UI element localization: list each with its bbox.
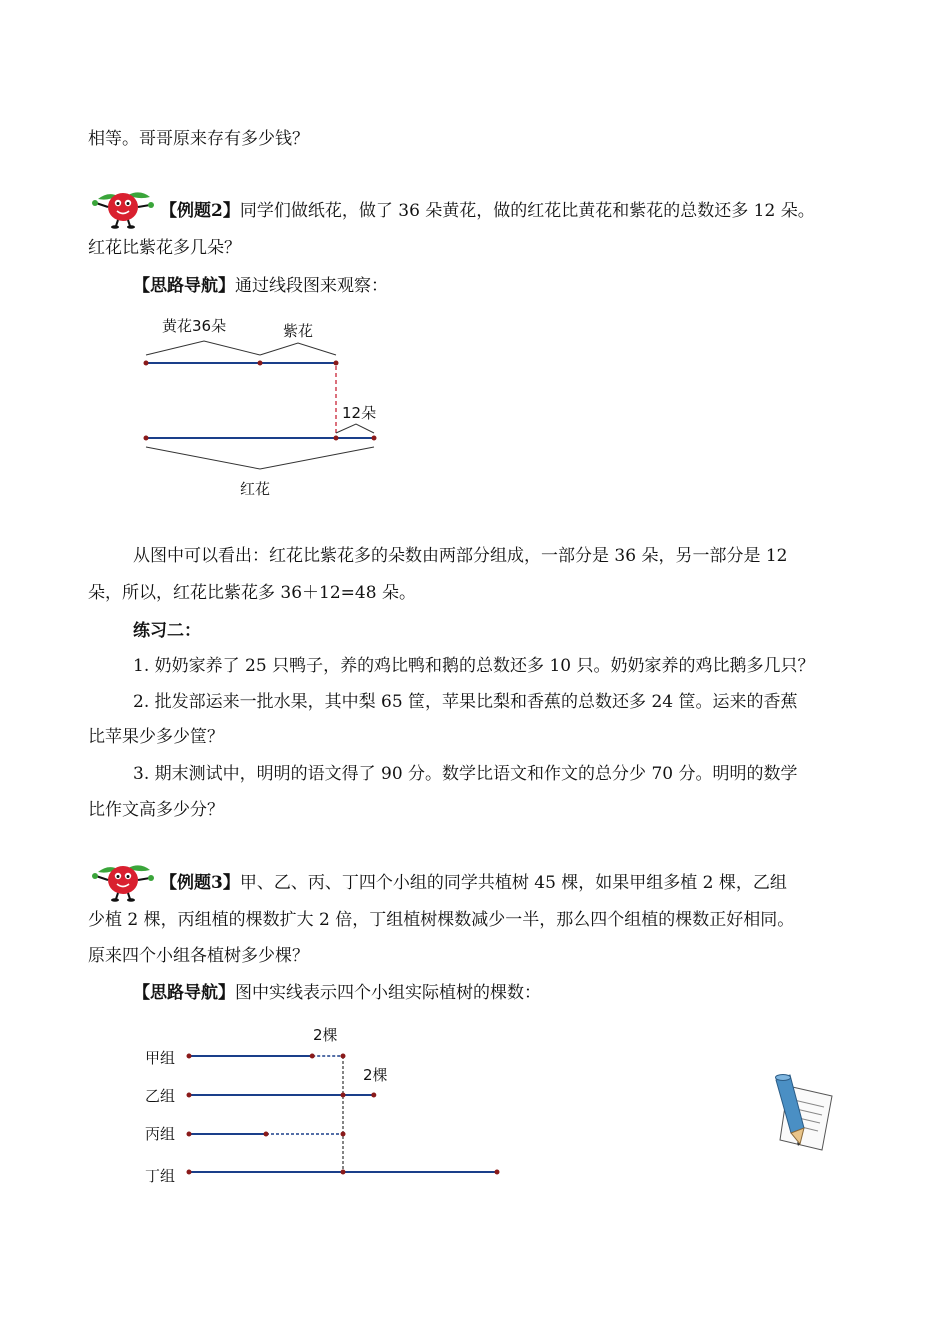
extra-12-label: 12朵 bbox=[342, 404, 377, 422]
example3-line2: 少植 2 棵，丙组植的棵数扩大 2 倍，丁组植树棵数减少一半，那么四个组植的棵数正好相同。 bbox=[88, 910, 795, 930]
segment-point bbox=[495, 1170, 500, 1175]
segment-point bbox=[341, 1093, 346, 1098]
group-label-yi: 乙组 bbox=[145, 1087, 176, 1105]
segment-point bbox=[310, 1054, 315, 1059]
example3-nav-tag: 【思路导航】 bbox=[133, 983, 235, 1003]
segment-point bbox=[341, 1132, 346, 1137]
segment-point bbox=[187, 1170, 192, 1175]
example2-nav-text: 通过线段图来观察： bbox=[235, 276, 388, 296]
intro-line: 相等。哥哥原来存有多少钱？ bbox=[88, 129, 309, 149]
group-label-bing: 丙组 bbox=[145, 1125, 176, 1143]
explain-line1: 从图中可以看出：红花比紫花多的朵数由两部分组成，一部分是 36 朵，另一部分是 12 bbox=[133, 546, 788, 566]
example2-nav-tag: 【思路导航】 bbox=[133, 276, 235, 296]
segment-point bbox=[187, 1132, 192, 1137]
practice2-q3-line2: 比作文高多少分？ bbox=[88, 800, 224, 820]
explain-line2: 朵，所以，红花比紫花多 36＋12=48 朵。 bbox=[88, 583, 416, 603]
segment-point bbox=[341, 1170, 346, 1175]
example3-line3: 原来四个小组各植树多少棵？ bbox=[88, 946, 309, 966]
segment-point bbox=[341, 1054, 346, 1059]
example3-tag: 【例题3】 bbox=[160, 873, 240, 893]
example3-problem-text: 甲、乙、丙、丁四个小组的同学共植树 45 棵，如果甲组多植 2 棵，乙组 bbox=[239, 873, 787, 893]
minus-2-label: 2棵 bbox=[363, 1066, 388, 1084]
example2-problem-text: 同学们做纸花，做了 36 朵黄花，做的红花比黄花和紫花的总数还多 12 朵。 bbox=[239, 201, 815, 221]
purple-flower-label: 紫花 bbox=[283, 322, 314, 340]
pencil-paper-icon bbox=[770, 1072, 836, 1158]
group-label-jia: 甲组 bbox=[145, 1049, 176, 1067]
practice2-title: 练习二： bbox=[133, 621, 201, 641]
practice2-q2-line1: 2. 批发部运来一批水果，其中梨 65 筐，苹果比梨和香蕉的总数还多 24 筐。运来的香蕉 bbox=[133, 692, 798, 712]
segment-point bbox=[371, 1093, 376, 1098]
example3-nav-text: 图中实线表示四个小组实际植树的棵数： bbox=[235, 983, 541, 1003]
segment-point bbox=[264, 1132, 269, 1137]
example2-tag: 【例题2】 bbox=[160, 201, 240, 221]
group-label-ding: 丁组 bbox=[145, 1167, 176, 1185]
plus-2-label: 2棵 bbox=[313, 1026, 338, 1044]
segment-point bbox=[187, 1093, 192, 1098]
practice2-q3-line1: 3. 期末测试中，明明的语文得了 90 分。数学比语文和作文的总分少 70 分。明明的数学 bbox=[133, 764, 798, 784]
yellow-flower-label: 黄花36朵 bbox=[162, 317, 227, 335]
practice2-q2-line2: 比苹果少多少筐？ bbox=[88, 727, 224, 747]
segment-point bbox=[187, 1054, 192, 1059]
practice2-q1: 1. 奶奶家养了 25 只鸭子，养的鸡比鸭和鹅的总数还多 10 只。奶奶家养的鸡比鹅多几只？ bbox=[133, 656, 815, 676]
red-flower-label: 红花 bbox=[240, 480, 271, 498]
example2-line2: 红花比紫花多几朵？ bbox=[88, 238, 241, 258]
